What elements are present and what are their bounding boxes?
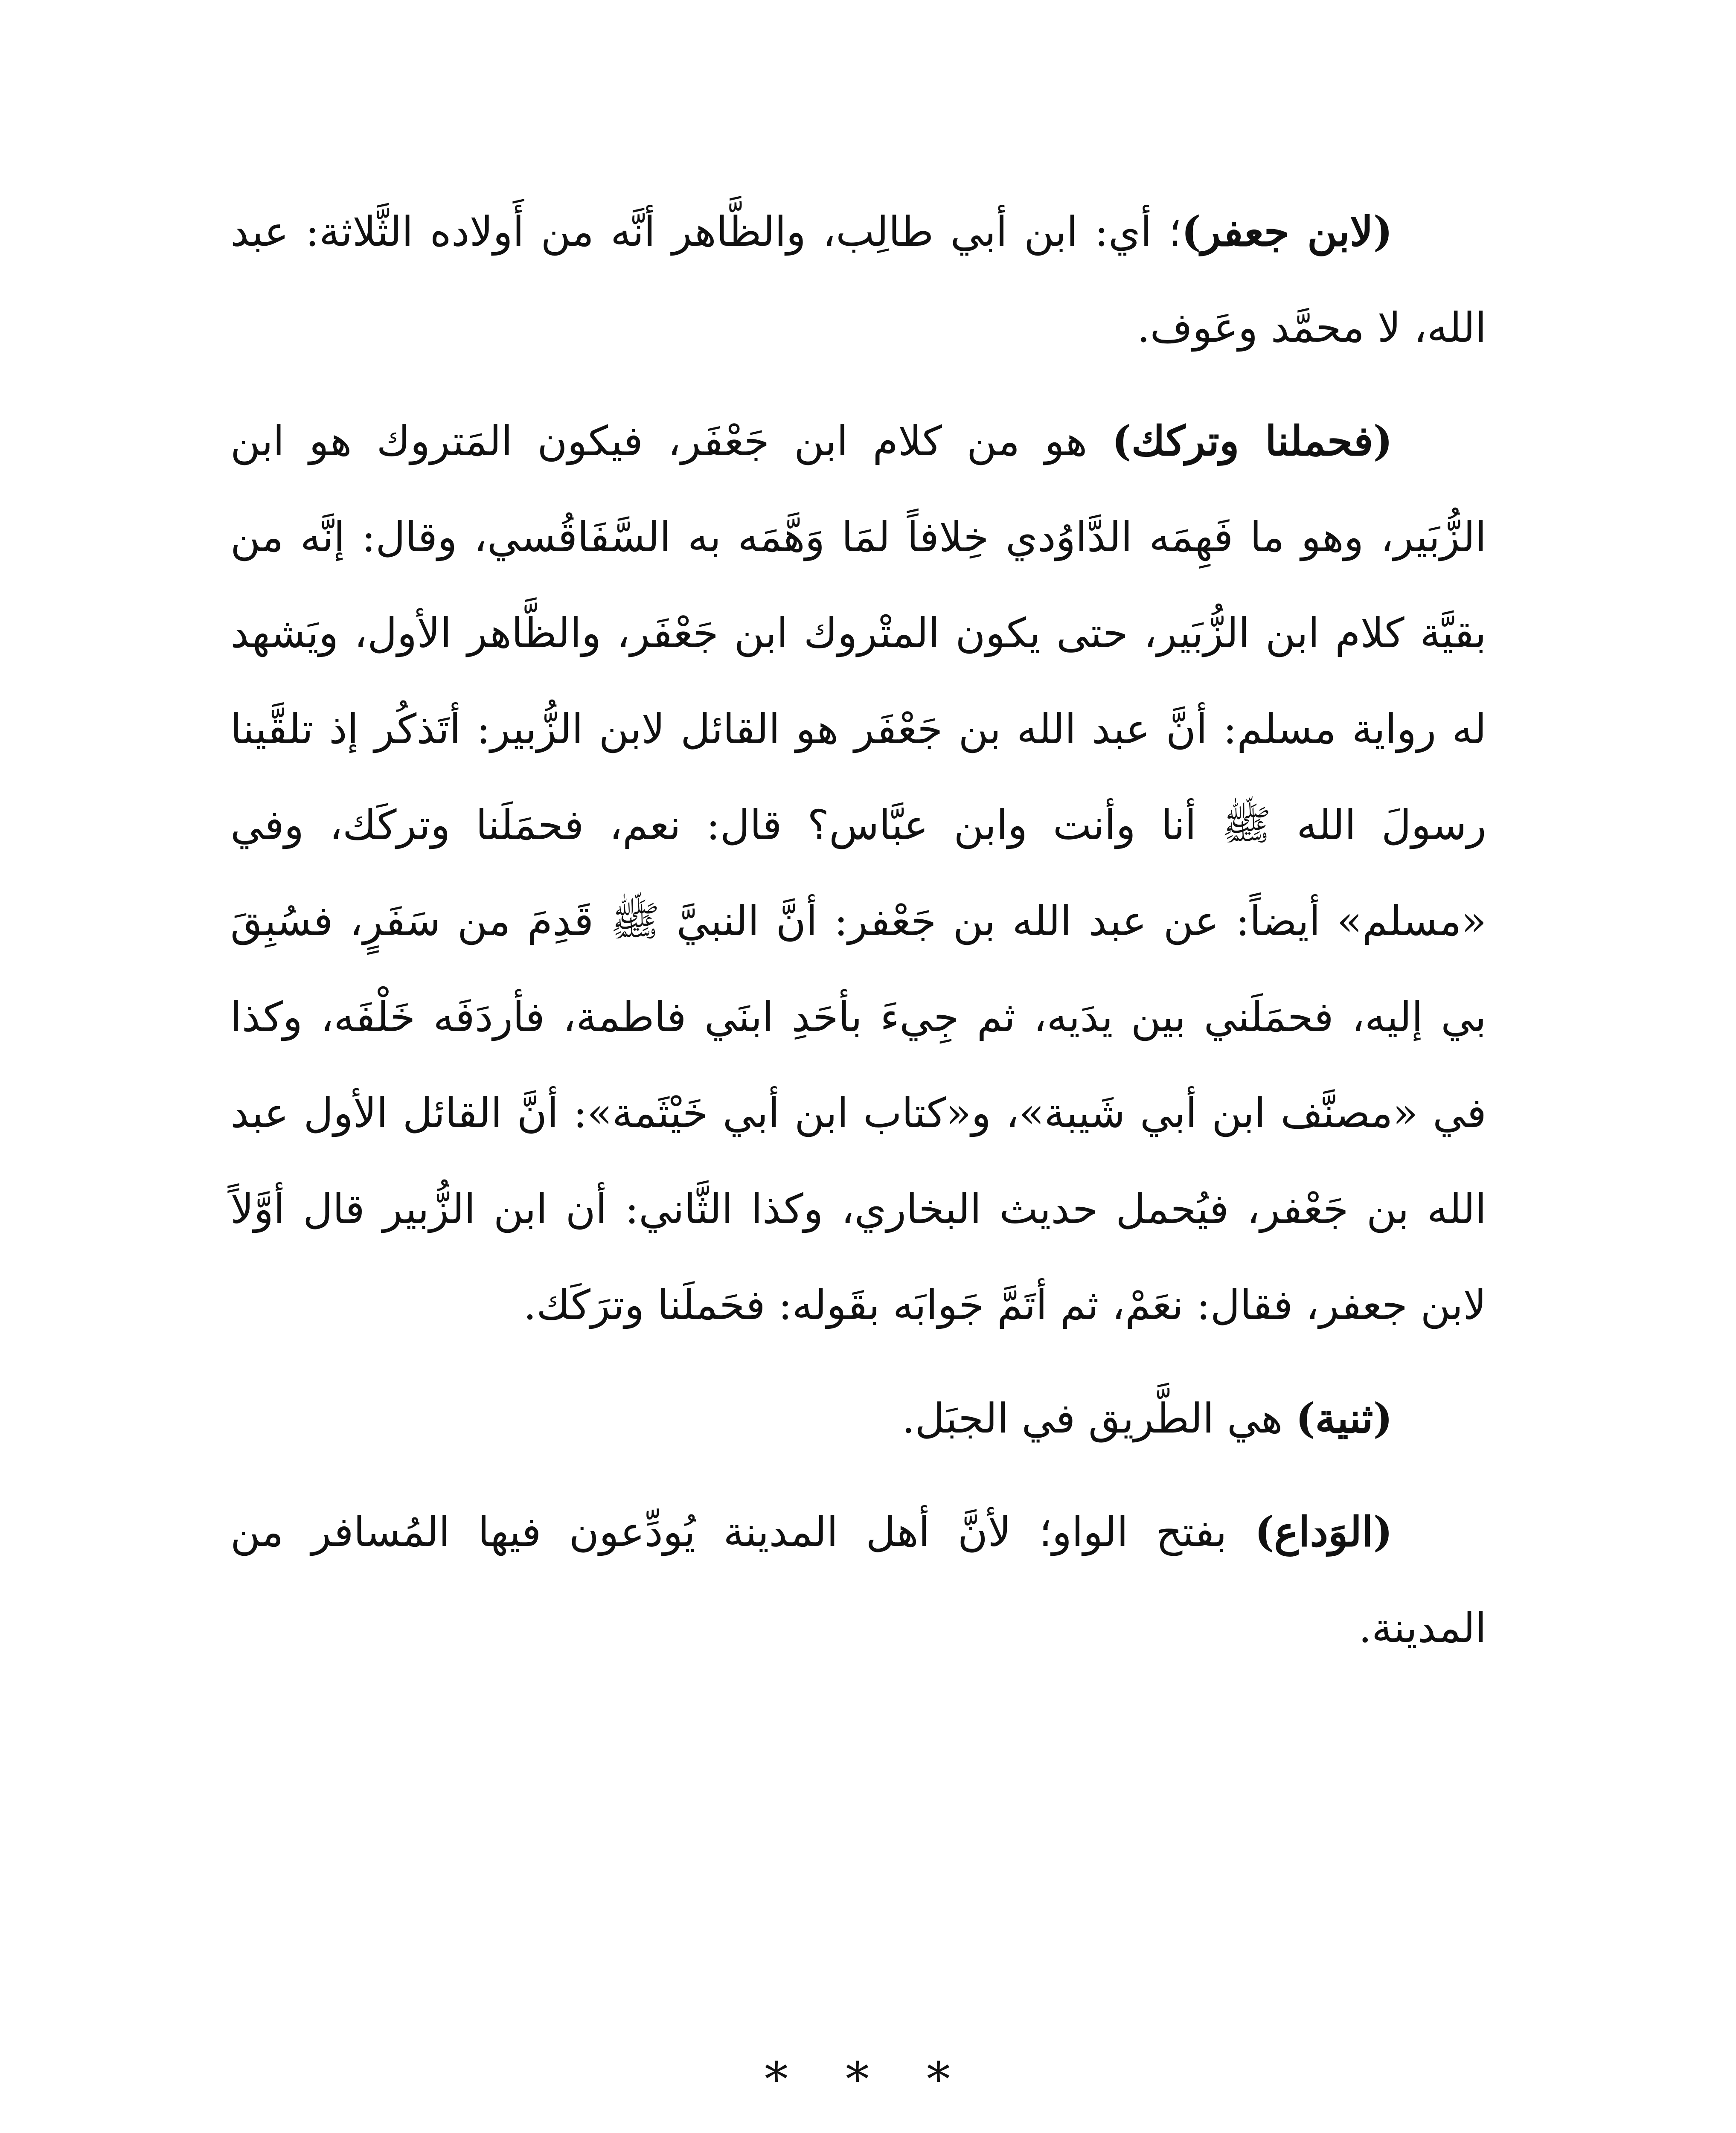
lemma-fahamalna: (فحملنا وتركك) [1112,417,1393,465]
paragraph-thaniyya [230,1370,1486,1467]
paragraph-text: بفتح الواو؛ لأنَّ أهل المدينة يُودِّعون فيها المُسافر من المدينة. [230,1508,1486,1652]
lemma-wadaa: (الوَداع) [1254,1508,1393,1556]
section-separator: * * * [765,2052,971,2107]
paragraph-ibn-jafar [230,183,1486,376]
lemma-thaniyya: (ثنية) [1296,1394,1393,1442]
paragraph-text: ؛ أي: ابن أبي طالِب، والظَّاهر أنَّه من أَولاده الثَّلاثة: عبد الله، لا محمَّد وعَوف. [230,208,1486,352]
lemma-ibn-jafar: (لابن جعفر) [1181,207,1393,256]
paragraph-text: هو من كلام ابن جَعْفَر، فيكون المَتروك هو ابن الزُّبَير، وهو ما فَهِمَه الدَّاوُدي خِلافاً لمَا وَهَّمَه به السَّفَاقُسي، وقال: إنَّه من بقيَّة كلام ابن الزُّبَير، حتى يكون المتْروك ابن جَعْفَر، والظَّاهر الأول، ويَشهد له رواية مسلم: أنَّ عبد الله بن جَعْفَر هو القائل لابن الزُّبير: أتَذكُر إذ تلقَّينا رسولَ الله ﷺ أنا وأنت وابن عبَّاس؟ قال: نعم، فحمَلَنا وتركَك، وفي «مسلم» أيضاً: عن عبد الله بن جَعْفر: أنَّ النبيَّ ﷺ قَدِمَ من سَفَرٍ، فسُبِقَ بي إليه، فحمَلَني بين يدَيه، ثم جِيءَ بأحَدِ ابنَي فاطمة، فأردَفَه خَلْفَه، وكذا في «مصنَّف ابن أبي شَيبة»، و«كتاب ابن أبي خَيْثَمة»: أنَّ القائل الأول عبد الله بن جَعْفر، فيُحمل حديث البخاري، وكذا الثَّاني: أن ابن الزُّبير قال أوَّلاً لابن جعفر، فقال: نعَمْ، ثم أتَمَّ جَوابَه بقَوله: فحَملَنا وترَكَك. [230,417,1487,1329]
paragraph-wadaa [230,1484,1486,1676]
commentary-text [230,183,1486,1693]
paragraph-fahamalna [230,393,1486,1353]
paragraph-text: هي الطَّريق في الجبَل. [901,1395,1296,1442]
